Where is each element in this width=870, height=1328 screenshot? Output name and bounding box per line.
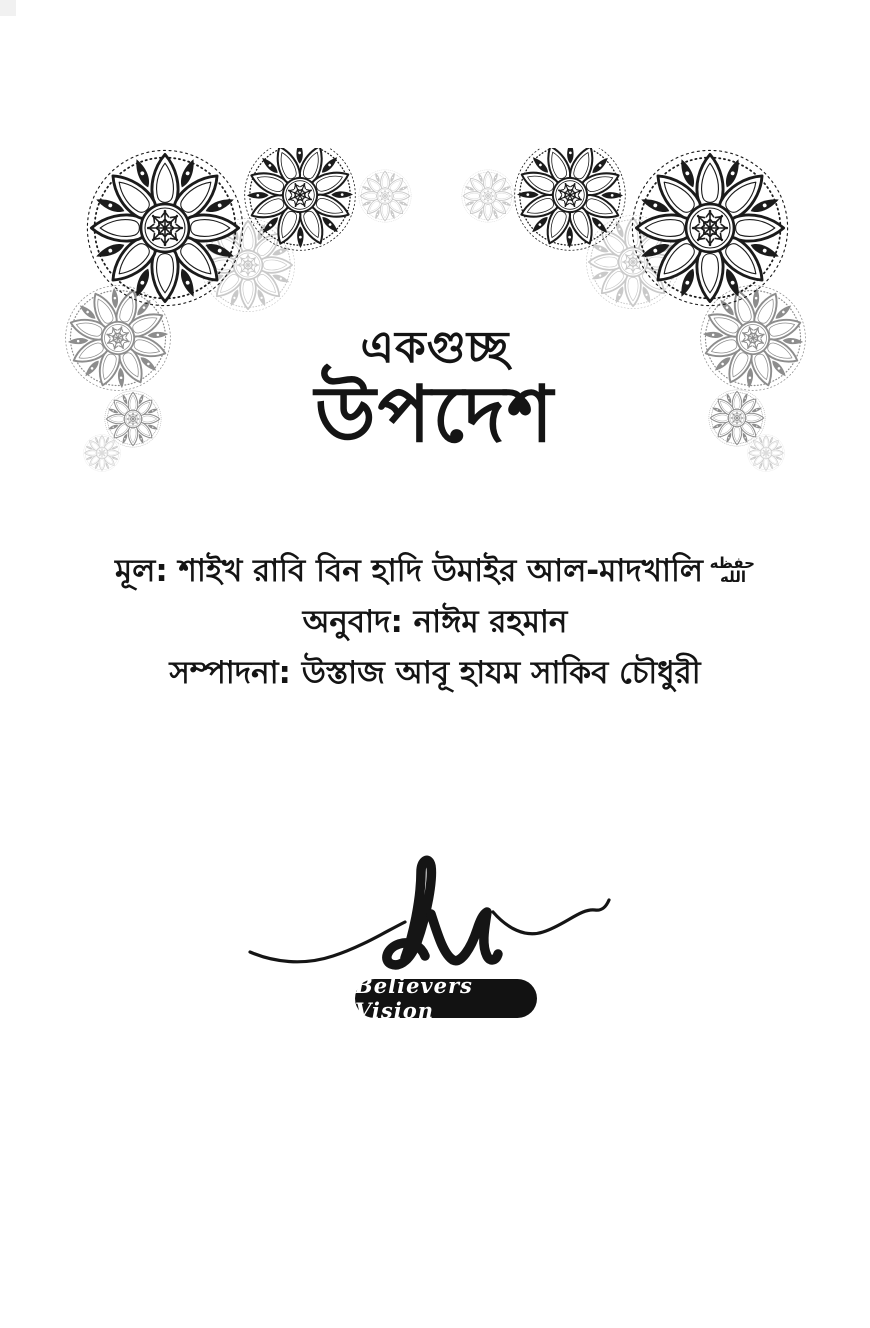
title-block xyxy=(0,322,870,460)
corner-smudge xyxy=(0,0,16,16)
mandala-icon xyxy=(461,169,515,223)
author-line xyxy=(0,553,870,589)
mandala-icon xyxy=(226,148,374,269)
publisher-badge xyxy=(355,972,537,1023)
mandala-icon xyxy=(630,148,790,308)
mandala-icon xyxy=(85,148,245,308)
author-text: মূল: শাইখ রাবি বিন হাদি উমাইর আল-মাদখালি xyxy=(115,553,703,589)
author-honorific: حفظه الله xyxy=(709,554,755,587)
bv-monogram-icon xyxy=(245,852,625,987)
mandala-icon xyxy=(585,214,681,310)
mandala-icon xyxy=(496,148,644,269)
mandala-icon xyxy=(358,169,412,223)
editor-line: সম্পাদনা: উস্তাজ আবূ হাযম সাকিব চৌধুরী xyxy=(169,655,701,691)
book-pre-title: একগুচ্ছ xyxy=(360,322,510,373)
mandala-icon xyxy=(200,217,296,313)
credits-block xyxy=(0,553,870,709)
translator-line: অনুবাদ: নাঈম রহমান xyxy=(302,604,568,640)
publisher-logo xyxy=(0,850,870,1030)
book-main-title: উপদেশ xyxy=(314,370,556,460)
publisher-name: Believers Vision xyxy=(355,972,473,1023)
